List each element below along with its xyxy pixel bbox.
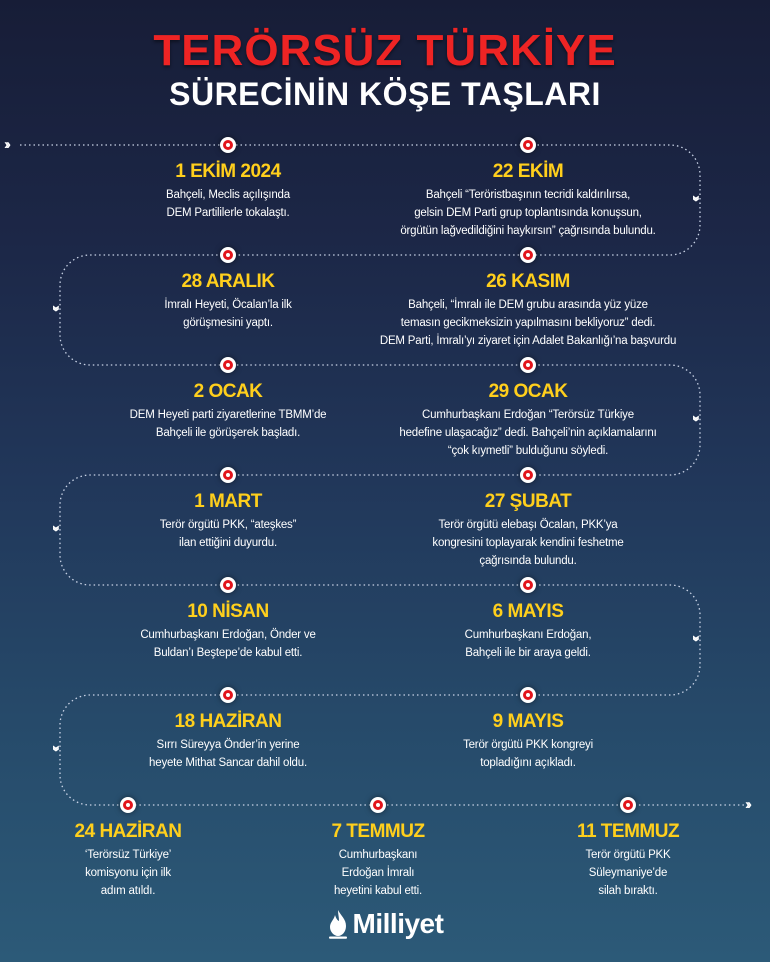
page-subtitle: SÜRECİNİN KÖŞE TAŞLARI	[169, 76, 601, 112]
event-description: Terör örgütü elebaşı Öcalan, PKK’ya kongresini toplayarak kendini feshetme çağrısında bulundu.	[432, 519, 624, 567]
event-28-aralik	[164, 271, 291, 332]
timeline-dot	[120, 797, 136, 813]
event-date: 9 MAYIS	[492, 711, 564, 732]
event-description: Cumhurbaşkanı Erdoğan “Terörsüz Türkiye hedefine ulaşacağız” dedi. Bahçeli’nin açıklamalarını “çok kıymetli” bulduğunu söyledi.	[399, 409, 657, 457]
event-date: 22 EKİM	[492, 161, 564, 182]
chevron-down-icon: ››	[48, 525, 65, 529]
timeline-dot	[520, 577, 536, 593]
chevron-down-icon: ››	[688, 635, 705, 639]
event-date: 27 ŞUBAT	[484, 491, 572, 512]
timeline-dot	[520, 467, 536, 483]
event-description: Terör örgütü PKK Süleymaniye’de silah bıraktı.	[585, 849, 671, 897]
chevron-down-icon: ››	[48, 745, 65, 749]
event-10-nisan	[140, 601, 315, 662]
event-29-ocak	[399, 381, 656, 460]
event-1-ekim-2024	[166, 161, 290, 222]
event-2-ocak	[130, 381, 327, 442]
event-24-haziran	[75, 821, 182, 900]
timeline-dot	[220, 357, 236, 373]
chevron-right-icon: ››	[745, 796, 749, 813]
event-description: Cumhurbaşkanı Erdoğan, Önder ve Buldan’ı Beştepe’de kabul etti.	[140, 629, 316, 659]
timeline-dot	[370, 797, 386, 813]
event-26-kasim	[380, 271, 676, 350]
event-date: 28 ARALIK	[181, 271, 275, 292]
event-description: İmralı Heyeti, Öcalan’la ilk görüşmesini yaptı.	[164, 299, 292, 329]
event-description: Bahçeli, Meclis açılışında DEM Partililerle tokalaştı.	[166, 189, 290, 219]
event-11-temmuz	[577, 821, 679, 900]
event-6-mayis	[465, 601, 592, 662]
event-22-ekim	[400, 161, 655, 240]
event-description: Cumhurbaşkanı Erdoğan İmralı heyetini kabul etti.	[333, 849, 423, 897]
event-date: 24 HAZİRAN	[74, 821, 182, 842]
event-description: Bahçeli “Teröristbaşının tecridi kaldırılırsa, gelsin DEM Parti grup toplantısında konuşsun, örgütün lağvedildiğini haykırsın” çağrısında bulundu.	[400, 189, 656, 237]
event-7-temmuz	[331, 821, 424, 900]
timeline-dot	[620, 797, 636, 813]
event-9-mayis	[463, 711, 593, 772]
event-description: ‘Terörsüz Türkiye’ komisyonu için ilk adım atıldı.	[84, 849, 172, 897]
chevron-right-icon: ››	[4, 136, 8, 153]
timeline-dot	[220, 687, 236, 703]
page-title: TERÖRSÜZ TÜRKİYE	[153, 26, 617, 75]
event-date: 7 TEMMUZ	[331, 821, 425, 842]
chevron-down-icon: ››	[688, 415, 705, 419]
event-description: Terör örgütü PKK kongreyi topladığını açıkladı.	[463, 739, 593, 769]
timeline-dot	[520, 247, 536, 263]
event-1-mart	[160, 491, 297, 552]
event-description: Sırrı Süreyya Önder’in yerine heyete Mithat Sancar dahil oldu.	[149, 739, 307, 769]
timeline-dot	[520, 137, 536, 153]
event-18-haziran	[149, 711, 307, 772]
logo-text: Milliyet	[352, 908, 444, 939]
chevron-down-icon: ››	[48, 305, 65, 309]
event-date: 1 EKİM 2024	[175, 161, 281, 182]
event-description: Bahçeli, “İmralı ile DEM grubu arasında yüz yüze temasın gecikmeksizin yapılmasını bekliyoruz” dedi. DEM Parti, İmralı’yı ziyaret için Adalet Bakanlığı’na başvurdu	[379, 299, 677, 347]
timeline-dot	[220, 137, 236, 153]
event-date: 2 OCAK	[193, 381, 263, 402]
timeline-dot	[220, 247, 236, 263]
event-description: Cumhurbaşkanı Erdoğan, Bahçeli ile bir araya geldi.	[464, 629, 592, 659]
event-date: 26 KASIM	[486, 271, 570, 292]
event-description: Terör örgütü PKK, “ateşkes” ilan ettiğini duyurdu.	[159, 519, 297, 549]
event-description: DEM Heyeti parti ziyaretlerine TBMM’de Bahçeli ile görüşerek başladı.	[129, 409, 327, 439]
timeline-dot	[520, 687, 536, 703]
timeline-dot	[520, 357, 536, 373]
timeline-dot	[220, 577, 236, 593]
event-date: 29 OCAK	[488, 381, 568, 402]
flame-icon	[327, 909, 349, 939]
event-date: 11 TEMMUZ	[576, 821, 680, 842]
event-27-subat	[432, 491, 623, 570]
event-date: 10 NİSAN	[187, 601, 269, 622]
event-date: 6 MAYIS	[492, 601, 564, 622]
timeline-dot	[220, 467, 236, 483]
event-date: 18 HAZİRAN	[174, 711, 282, 732]
event-date: 1 MART	[194, 491, 262, 512]
brand-logo	[0, 908, 770, 944]
chevron-down-icon: ››	[688, 195, 705, 199]
